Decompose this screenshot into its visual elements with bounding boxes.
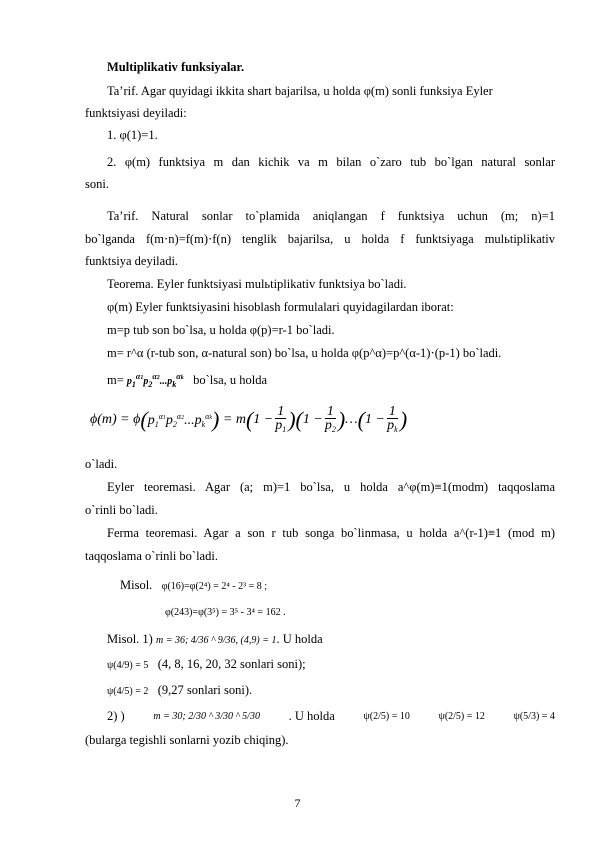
example-2-mid: . U holda — [288, 709, 335, 723]
example-1-psi1-line — [107, 657, 555, 673]
definition-multiplicative-line2: bo`lganda f(m⋅n)=f(m)⋅f(n) tenglik bajarilsa, u holda f funktsiyaga mulьtiplikativ — [85, 232, 555, 246]
definition-multiplicative-line3: funktsiya deyiladi. — [85, 254, 179, 268]
psi-2-5-a: ψ(2/5) = 10 — [363, 711, 410, 722]
euler-theorem-line1: Eyler teoremasi. Agar (a; m)=1 bo`lsa, u holda a^φ(m)≡1(modm) taqqoslama — [107, 480, 555, 494]
definition-euler-line2: funktsiyasi deyiladi: — [85, 106, 187, 120]
definition-euler-intro: Ta’rif. Agar quyidagi ikkita shart bajarilsa, u holda — [107, 84, 361, 98]
psi-4-5: ψ(4/5) = 2 — [107, 686, 149, 697]
formula-case-general — [107, 369, 555, 392]
psi-2-5-b: ψ(2/5) = 12 — [438, 711, 485, 722]
euler-theorem-line2: o`rinli bo`ladi. — [85, 503, 158, 517]
example-2-expr: m = 30; 2/30 ^ 3/30 ^ 5/30 — [153, 711, 260, 722]
fermat-theorem-line2: taqqoslama o`rinli bo`ladi. — [85, 549, 218, 563]
example-line1 — [120, 578, 540, 594]
example-2-label: 2) ) — [107, 709, 125, 723]
condition-2-line1: 2. φ(m) funktsiya m dan kichik va m bilan o`zaro tub bo`lgan natural sonlar — [107, 155, 555, 169]
example-1-label: Misol. 1) — [107, 632, 153, 646]
formula-case-prime: m=p tub son bo`lsa, u holda φ(p)=r-1 bo`ladi. — [107, 323, 335, 337]
condition-2-line2: soni. — [85, 177, 109, 191]
definition-euler-line1 — [107, 84, 555, 99]
example-1-psi2-line — [107, 683, 555, 699]
euler-product-formula: ϕ(m) = ϕ ( $p_1^{\alpha 1}p_2^{\alpha 2}...p_k^{\alpha k}$ ) = m ( 1 − $\frac{1}{p_1}$ ) ( 1 − $\frac{1}{p_2}$ ) … ( 1 − $\frac{1}{p_k}$ ) — [90, 403, 408, 434]
psi-4-5-note: (9,27 sonlari soni). — [157, 683, 253, 697]
example-1-line — [107, 632, 555, 648]
example-2-line — [107, 709, 555, 724]
example-phi-16: φ(16)=φ(2⁴) = 2⁴ - 2³ = 8 ; — [161, 581, 268, 592]
example-label: Misol. — [120, 578, 153, 592]
definition-euler-intro-b: φ(m) sonli funksiya Eyler — [363, 84, 493, 98]
section-title: Multiplikativ funksiyalar. — [107, 60, 245, 74]
example-line2 — [165, 604, 545, 620]
psi-5-3: ψ(5/3) = 4 — [513, 711, 555, 722]
case3-suffix: bo`lsa, u holda — [193, 373, 268, 387]
psi-4-9-note: (4, 8, 16, 20, 32 sonlari soni); — [157, 657, 306, 671]
condition-1: 1. φ(1)=1. — [107, 128, 158, 142]
formula-case-prime-power: m= r^α (r-tub son, α-natural son) bo`lsa, u holda φ(p^α)=p^(α-1)⋅(p-1) bo`ladi. — [107, 346, 502, 360]
case3-end: o`ladi. — [85, 457, 118, 471]
fermat-theorem-line1: Ferma teoremasi. Agar a son r tub songa bo`linmasa, u holda a^(r-1)≡1 (mod m) — [107, 526, 555, 540]
example-1-tail: . U holda — [276, 632, 323, 646]
formulas-intro: φ(m) Eyler funktsiyasini hisoblash formulalari quyidagilardan iborat: — [107, 300, 454, 314]
example-phi-243: φ(243)=φ(3⁵) = 3⁵ - 3⁴ = 162 . — [165, 607, 286, 618]
definition-multiplicative-line1: Ta’rif. Natural sonlar to`plamida aniqlangan f funktsiya uchun (m; n)=1 — [107, 209, 555, 223]
psi-4-9: ψ(4/9) = 5 — [107, 660, 149, 671]
example-1-expr: m = 36; 4/36 ^ 9/36, (4,9) = 1 — [155, 635, 277, 646]
example-2-note: (bularga tegishli sonlarni yozib chiqing). — [85, 733, 289, 747]
prime-factorization: $p_1^{\alpha 1}p_2^{\alpha 2}...p_k^{\alpha k}$ — [126, 372, 184, 389]
case3-prefix: m= — [107, 373, 124, 387]
page-number: 7 — [294, 796, 301, 810]
theorem-line: Teorema. Eyler funktsiyasi mulьtiplikativ funktsiya bo`ladi. — [107, 277, 407, 291]
